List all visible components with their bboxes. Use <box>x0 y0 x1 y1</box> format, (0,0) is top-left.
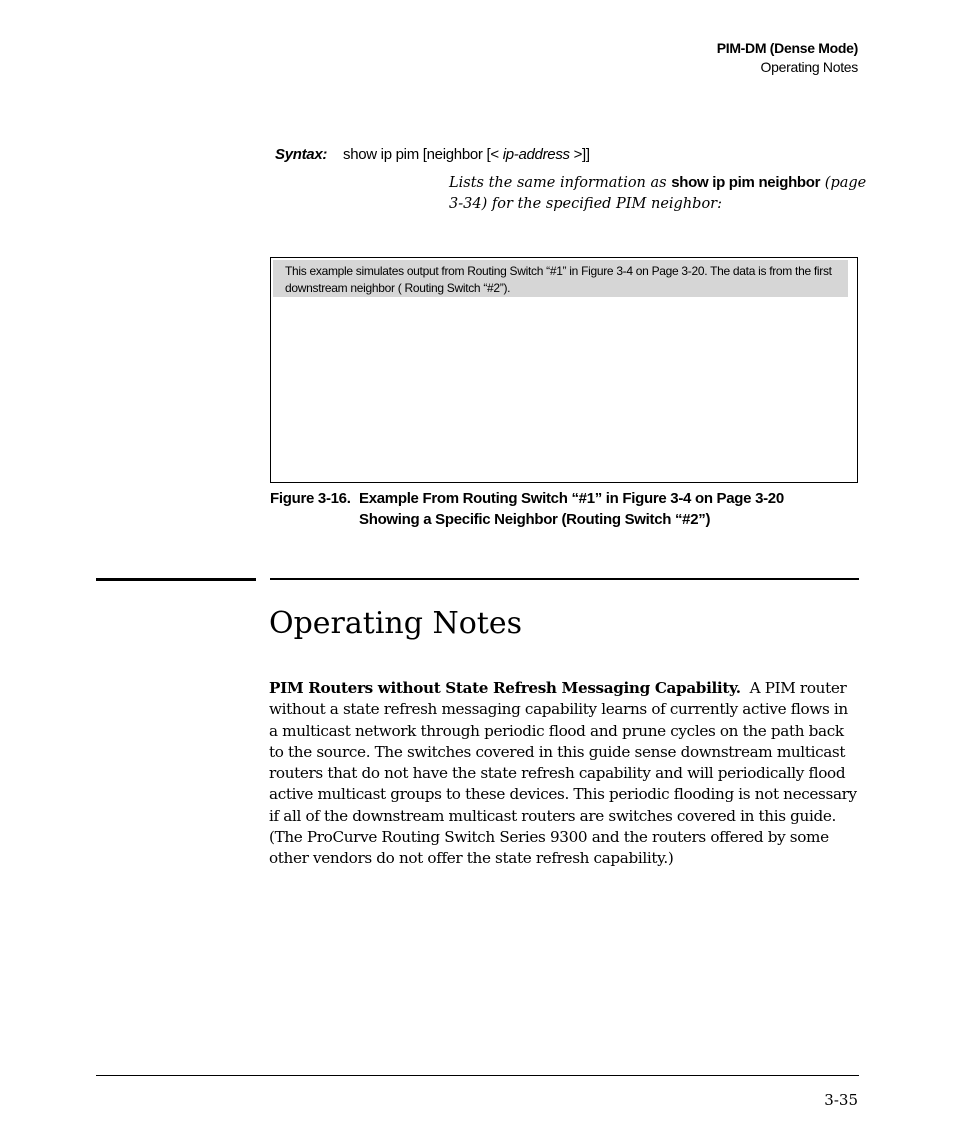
syntax-command-prefix: show ip pim [neighbor [< <box>343 146 503 163</box>
page-number: 3-35 <box>824 1091 858 1109</box>
figure-caption-label: Figure 3-16. <box>270 490 351 507</box>
syntax-desc-command: show ip pim neighbor <box>671 174 821 191</box>
figure-caption-line1: Example From Routing Switch “#1” in Figure 3-4 on Page 3-20 <box>359 490 784 507</box>
running-header-title: PIM-DM (Dense Mode) <box>716 40 858 56</box>
syntax-label: Syntax: <box>275 146 328 163</box>
paragraph-body: A PIM router without a state refresh messaging capability learns of currently active flows in a multicast network through periodic flood and prune cycles on the path back to the source. The switches covered in this guide sense downstream multicast routers that do not have the state refresh capability and will periodically flood active multicast groups to these devices. This periodic flooding is not necessary if all of the downstream multicast routers are switches covered in this guide. (The ProCurve Routing Switch Series 9300 and the routers offered by some other vendors do not offer the state refresh capability.) <box>269 679 857 868</box>
body-paragraph <box>269 678 861 870</box>
syntax-desc-after: (page 3-34) for the specified PIM neighbor: <box>449 175 867 212</box>
paragraph-lead: PIM Routers without State Refresh Messaging Capability. <box>269 679 741 697</box>
figure-note: This example simulates output from Routing Switch “#1” in Figure 3-4 on Page 3-20. The data is from the first downstream neighbor ( Routing Switch “#2”). <box>273 260 848 297</box>
section-rule-left <box>96 578 256 581</box>
syntax-command-suffix: >]] <box>569 146 590 163</box>
section-rule-right <box>270 578 859 580</box>
figure-caption-line2: Showing a Specific Neighbor (Routing Switch “#2”) <box>359 511 711 528</box>
syntax-desc-before: Lists the same information as <box>449 175 672 191</box>
section-title: Operating Notes <box>269 606 523 641</box>
running-header-subtitle: Operating Notes <box>760 59 858 75</box>
syntax-command <box>343 146 590 163</box>
syntax-description <box>449 172 869 215</box>
footer-rule <box>96 1075 859 1076</box>
syntax-command-arg: ip-address <box>502 146 570 163</box>
